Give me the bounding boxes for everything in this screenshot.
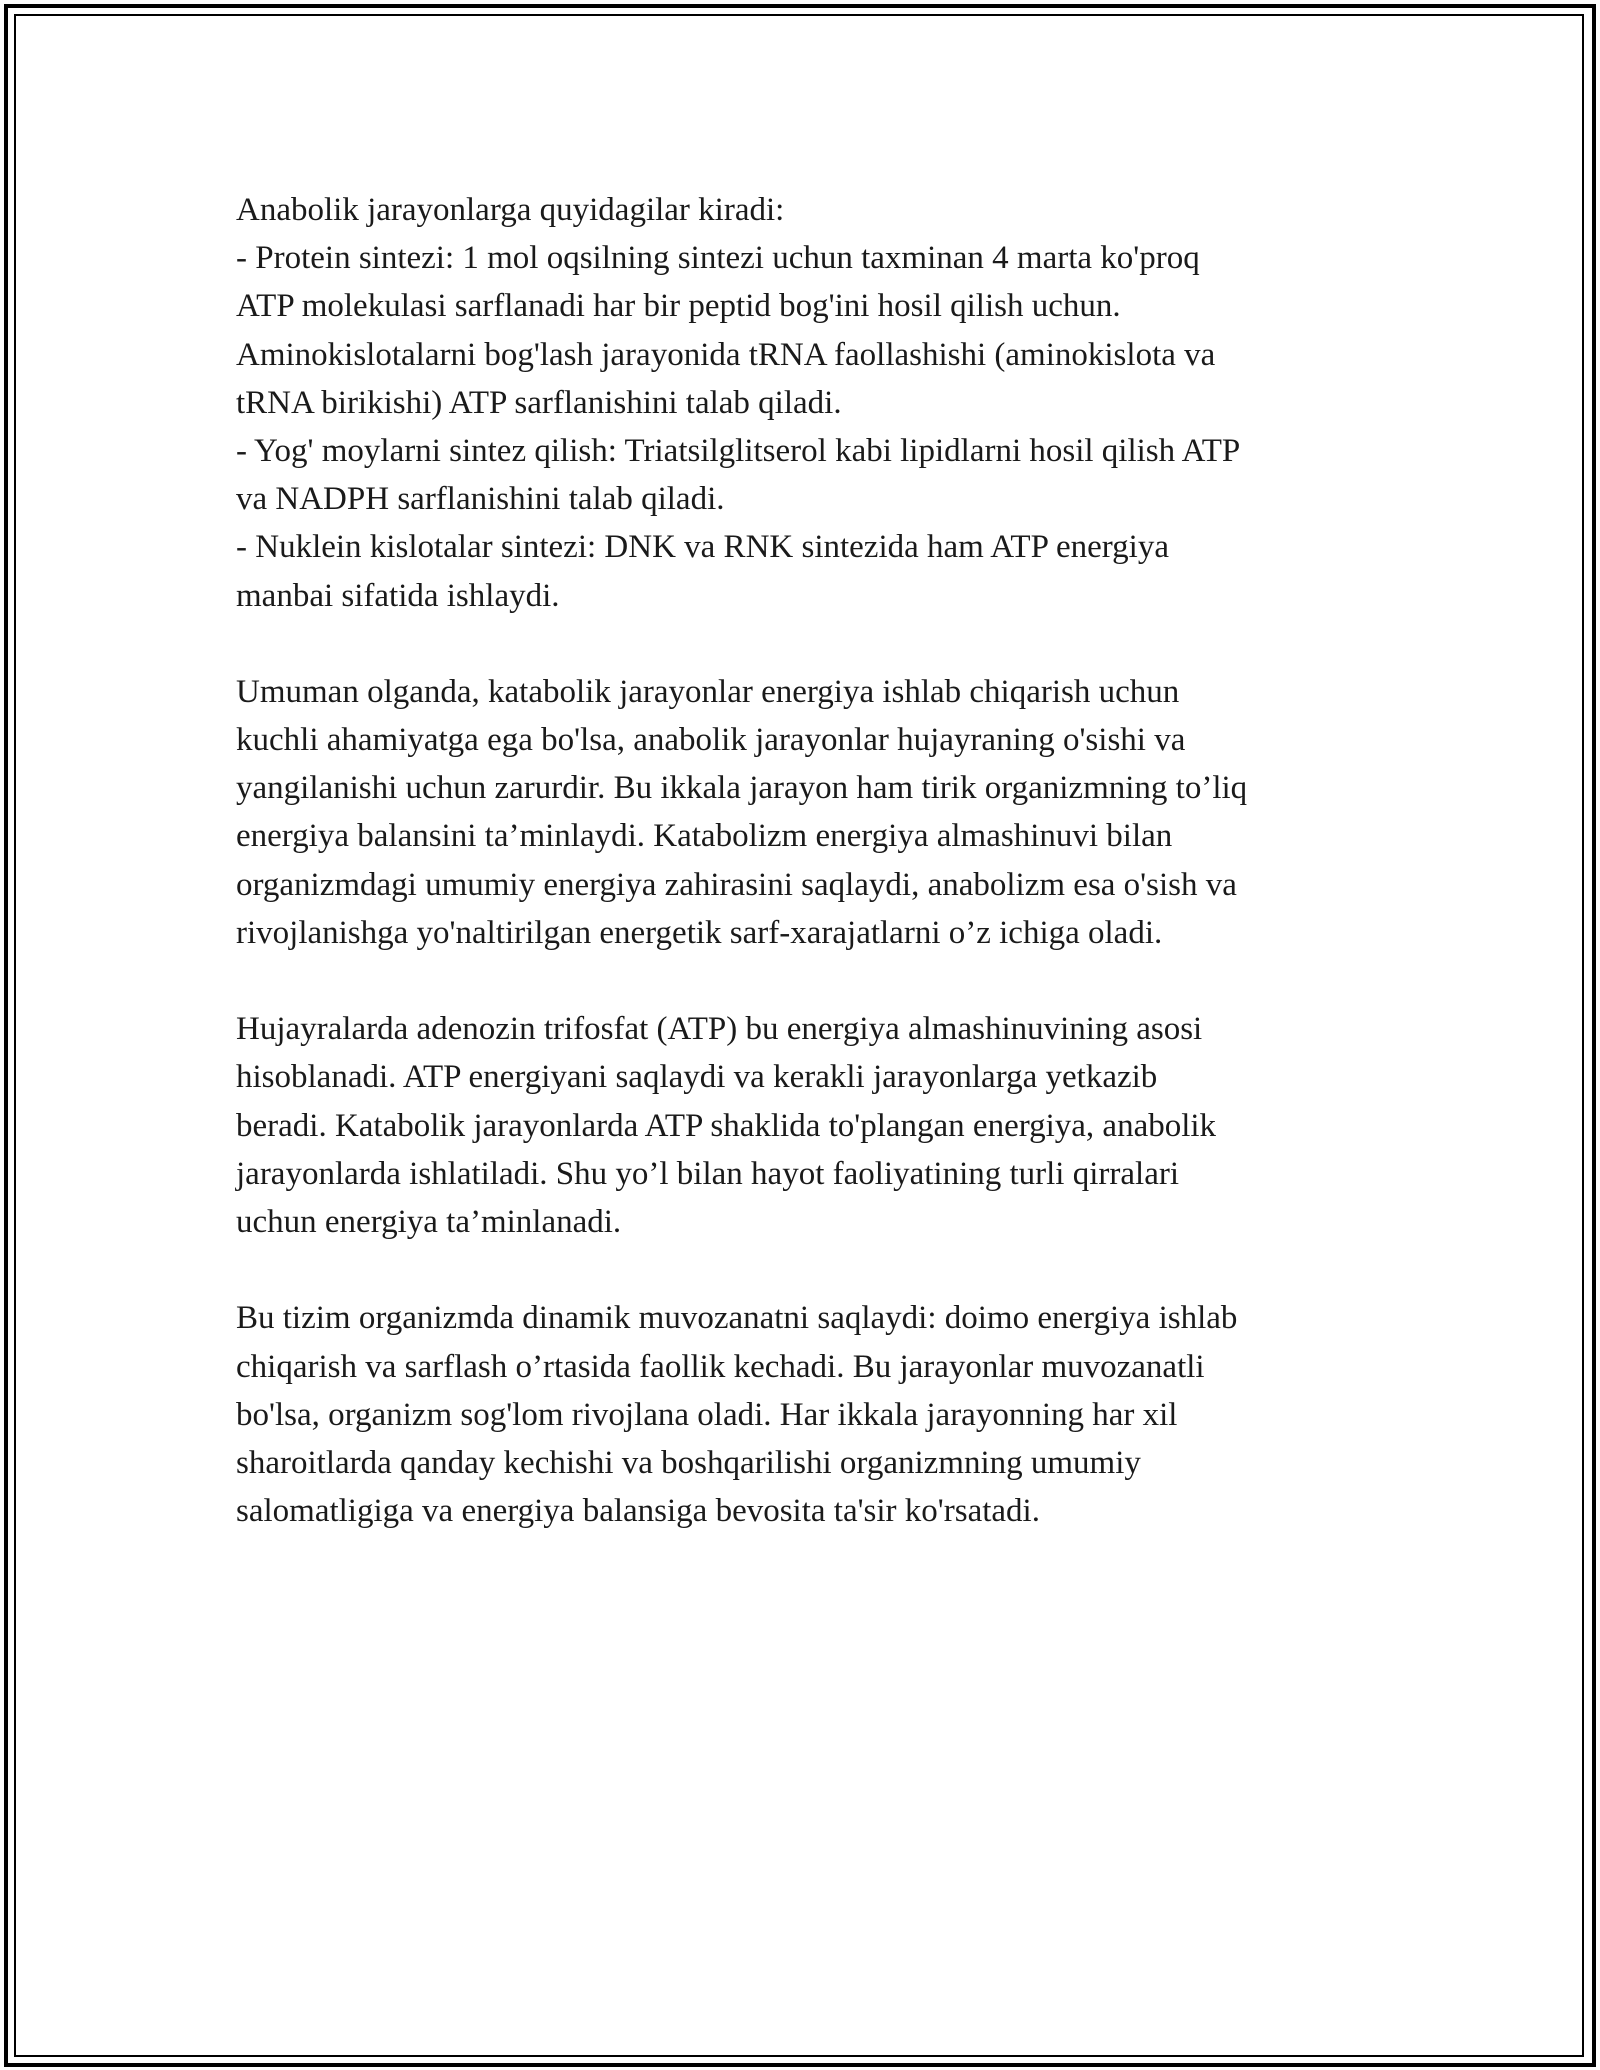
text-line: ATP molekulasi sarflanadi har bir peptid bog'ini hosil qilish uchun.	[236, 288, 1121, 325]
text-line: Bu tizim organizmda dinamik muvozanatni saqlaydi: doimo energiya ishlab	[236, 1300, 1238, 1337]
text-line: - Yog' moylarni sintez qilish: Triatsilglitserol kabi lipidlarni hosil qilish ATP	[236, 432, 1241, 469]
text-line: chiqarish va sarflash o’rtasida faollik kechadi. Bu jarayonlar muvozanatli	[236, 1348, 1205, 1385]
text-line: yangilanishi uchun zarurdir. Bu ikkala jarayon ham tirik organizmning to’liq	[236, 770, 1248, 807]
paragraph-summary	[236, 668, 1386, 957]
paragraph-spacer	[236, 957, 1386, 1005]
text-line: kuchli ahamiyatga ega bo'lsa, anabolik jarayonlar hujayraning o'sishi va	[236, 722, 1186, 759]
text-line: uchun energiya ta’minlanadi.	[236, 1203, 622, 1240]
text-line: organizmdagi umumiy energiya zahirasini saqlaydi, anabolizm esa o'sish va	[236, 866, 1237, 903]
text-line: manbai sifatida ishlaydi.	[236, 577, 560, 614]
paragraph-equilibrium	[236, 1294, 1386, 1535]
text-line: Anabolik jarayonlarga quyidagilar kiradi:	[236, 192, 785, 228]
text-line: beradi. Katabolik jarayonlarda ATP shaklida to'plangan energiya, anabolik	[236, 1107, 1217, 1144]
text-line: salomatligiga va energiya balansiga bevosita ta'sir ko'rsatadi.	[236, 1493, 1040, 1530]
paragraph-atp	[236, 1005, 1386, 1246]
text-line: Aminokislotalarni bog'lash jarayonida tRNA faollashishi (aminokislota va	[236, 336, 1216, 373]
text-line: rivojlanishga yo'naltirilgan energetik sarf-xarajatlarni o’z ichiga oladi.	[236, 914, 1163, 951]
text-line: Umuman olganda, katabolik jarayonlar energiya ishlab chiqarish uchun	[236, 673, 1180, 710]
text-line: va NADPH sarflanishini talab qiladi.	[236, 481, 725, 518]
paragraph-spacer	[236, 1246, 1386, 1294]
paragraph-spacer	[236, 620, 1386, 668]
text-line: tRNA birikishi) ATP sarflanishini talab qiladi.	[236, 384, 842, 421]
text-line: - Nuklein kislotalar sintezi: DNK va RNK sintezida ham ATP energiya	[236, 529, 1169, 566]
text-line: jarayonlarda ishlatiladi. Shu yo’l bilan hayot faoliyatining turli qirralari	[236, 1155, 1179, 1192]
text-line: energiya balansini ta’minlaydi. Katabolizm energiya almashinuvi bilan	[236, 818, 1173, 855]
text-line: Hujayralarda adenozin trifosfat (ATP) bu energiya almashinuvining asosi	[236, 1011, 1203, 1048]
text-line: bo'lsa, organizm sog'lom rivojlana oladi. Har ikkala jarayonning har xil	[236, 1396, 1178, 1433]
text-line: sharoitlarda qanday kechishi va boshqarilishi organizmning umumiy	[236, 1444, 1141, 1481]
text-line: hisoblanadi. ATP energiyani saqlaydi va kerakli jarayonlarga yetkazib	[236, 1059, 1158, 1096]
document-body	[236, 186, 1386, 1535]
text-line: - Protein sintezi: 1 mol oqsilning sintezi uchun taxminan 4 marta ko'proq	[236, 240, 1200, 277]
paragraph-anabolic-processes	[236, 186, 1386, 620]
